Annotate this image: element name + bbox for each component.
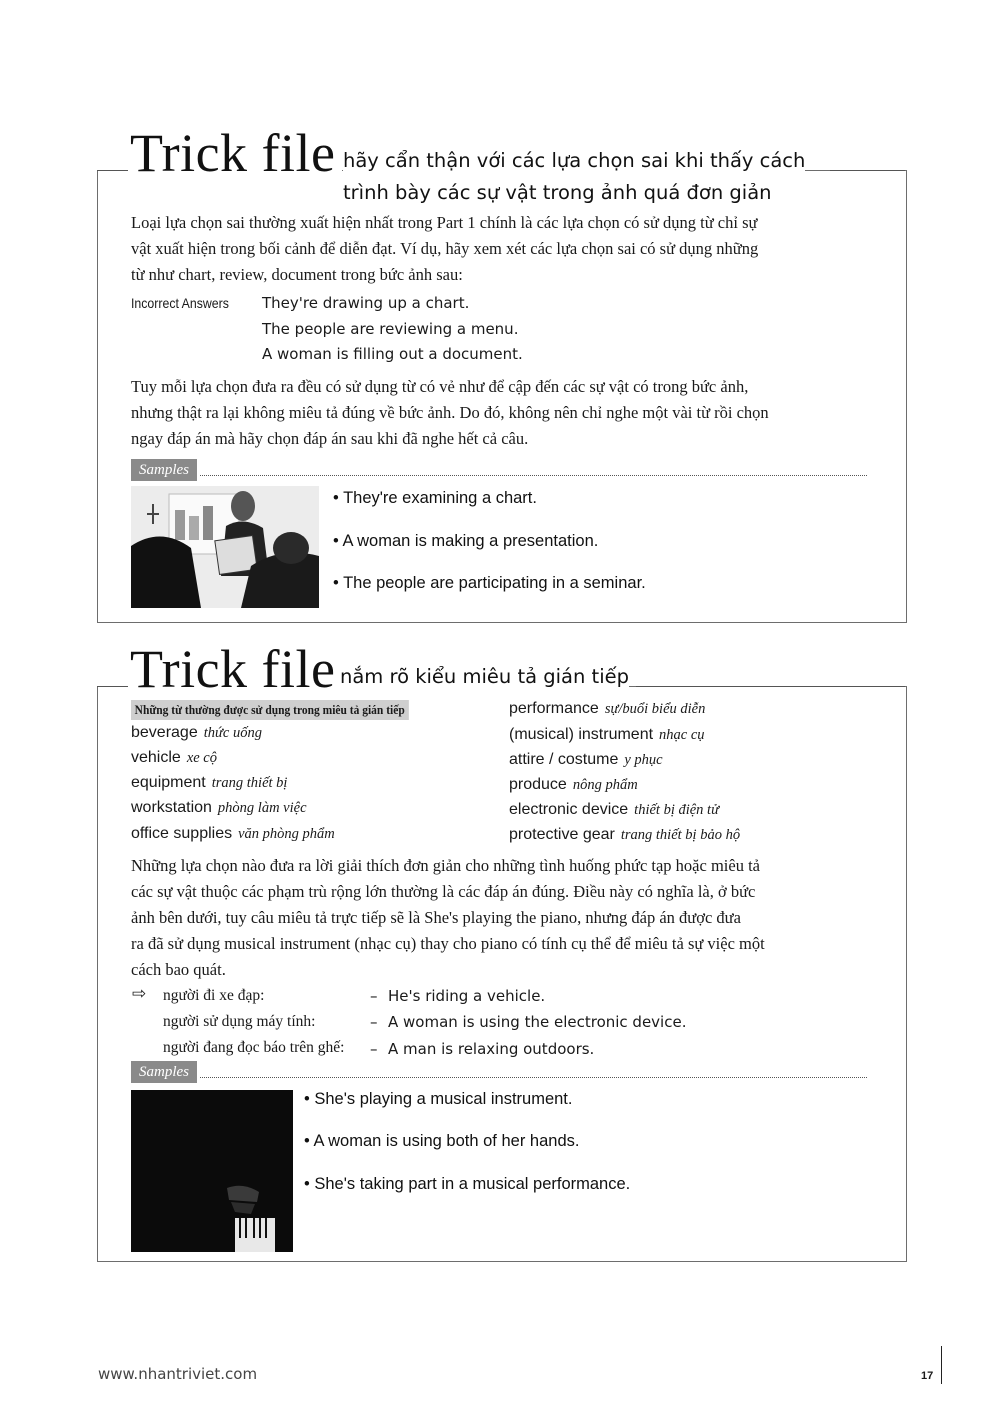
example-dash-1: – xyxy=(370,987,378,1005)
seminar-photo-image xyxy=(131,486,319,608)
incorrect-answer-3: A woman is filling out a document. xyxy=(262,345,523,363)
example-situation-3: người đang đọc báo trên ghế: xyxy=(163,1039,345,1056)
vocab-right-item xyxy=(509,749,663,771)
vocab-heading: Những từ thường được sử dụng trong miêu tả gián tiếp xyxy=(131,700,408,720)
vocab-meaning: trang thiết bị xyxy=(211,775,288,791)
sample1-answer-1: • They're examining a chart. xyxy=(333,489,537,507)
intro-line-1: Loại lựa chọn sai thường xuất hiện nhất trong Part 1 chính là các lựa chọn có sử dụng từ chỉ sự xyxy=(131,213,758,232)
vocab-word: vehicle xyxy=(131,749,181,766)
page-number-bar xyxy=(941,1346,942,1384)
samples-badge-1: Samples xyxy=(131,459,197,481)
explanation2-line-4: ra đã sử dụng musical instrument (nhạc cụ) thay cho piano có tính cụ thể để miêu tả sự việc một xyxy=(131,934,765,953)
example-dash-2: – xyxy=(370,1013,378,1031)
section1-subtitle-line2: trình bày các sự vật trong ảnh quá đơn giản xyxy=(343,178,772,208)
vocab-word: (musical) instrument xyxy=(509,726,654,743)
sample2-answer-3: • She's taking part in a musical performance. xyxy=(304,1175,631,1193)
section1-trick-title: Trick file xyxy=(128,126,342,180)
page-number: 17 xyxy=(921,1370,934,1382)
vocab-word: electronic device xyxy=(509,801,629,818)
example-answer-3: A man is relaxing outdoors. xyxy=(388,1040,595,1058)
example-situation-1: người đi xe đạp: xyxy=(163,987,265,1004)
vocab-right-item xyxy=(509,799,719,821)
vocab-meaning: phòng làm việc xyxy=(217,800,307,816)
vocab-meaning: nhạc cụ xyxy=(659,727,705,743)
section2-trick-title: Trick file xyxy=(128,642,342,696)
example-answer-2: A woman is using the electronic device. xyxy=(388,1013,687,1031)
incorrect-answer-2: The people are reviewing a menu. xyxy=(262,320,519,338)
vocab-word: beverage xyxy=(131,724,198,741)
intro-line-2: vật xuất hiện trong bối cảnh để diễn đạt. Ví dụ, hãy xem xét các lựa chọn sai có sử dụng những xyxy=(131,239,759,258)
vocab-word: equipment xyxy=(131,774,206,791)
samples-badge-2: Samples xyxy=(131,1061,197,1083)
vocab-left-item xyxy=(131,797,307,819)
incorrect-answers-label: Incorrect Answers xyxy=(131,295,229,311)
intro-line-3: từ như chart, review, document trong bức ảnh sau: xyxy=(131,265,463,284)
seminar-photo xyxy=(131,486,319,608)
sample1-answer-3: • The people are participating in a seminar. xyxy=(333,574,646,592)
vocab-left-item xyxy=(131,722,262,744)
explanation2-line-5: cách bao quát. xyxy=(131,960,226,979)
vocab-word: protective gear xyxy=(509,826,615,843)
vocab-word: produce xyxy=(509,776,567,793)
example-answer-1: He's riding a vehicle. xyxy=(388,987,546,1005)
vocab-meaning: xe cộ xyxy=(186,750,217,766)
example-dash-3: – xyxy=(370,1040,378,1058)
piano-photo-image xyxy=(131,1090,293,1252)
vocab-left-item xyxy=(131,823,335,845)
vocab-meaning: thiết bị điện tử xyxy=(634,802,719,818)
sample2-answer-2: • A woman is using both of her hands. xyxy=(304,1132,580,1150)
vocab-meaning: y phục xyxy=(624,752,663,768)
vocab-word: workstation xyxy=(131,799,212,816)
explanation2-line-1: Những lựa chọn nào đưa ra lời giải thích đơn giản cho những tình huống phức tạp hoặc miêu tả xyxy=(131,856,760,875)
explanation1-line-2: nhưng thật ra lại không miêu tả đúng về bức ảnh. Do đó, không nên chỉ nghe một vài từ rồi chọn xyxy=(131,403,769,422)
vocab-right-item xyxy=(509,774,638,796)
vocab-word: performance xyxy=(509,700,599,717)
section2-right-rule xyxy=(636,686,905,687)
vocab-word: office supplies xyxy=(131,825,233,842)
vocab-word: attire / costume xyxy=(509,751,619,768)
section1-subtitle-line1: hãy cẩn thận với các lựa chọn sai khi thấy cách xyxy=(343,146,805,176)
sample1-answer-2: • A woman is making a presentation. xyxy=(333,532,599,550)
incorrect-answer-1: They're drawing up a chart. xyxy=(262,294,470,312)
section2-subtitle: nắm rõ kiểu miêu tả gián tiếp xyxy=(340,662,629,692)
arrow-icon: ⇨ xyxy=(132,984,147,1004)
vocab-right-item xyxy=(509,824,740,846)
explanation1-line-3: ngay đáp án mà hãy chọn đáp án sau khi đã nghe hết cả câu. xyxy=(131,429,529,448)
vocab-right-item xyxy=(509,724,705,746)
explanation2-line-3: ảnh bên dưới, tuy câu miêu tả trực tiếp sẽ là She's playing the piano, nhưng đáp án được đưa xyxy=(131,908,741,927)
vocab-meaning: trang thiết bị bảo hộ xyxy=(620,827,741,843)
explanation1-line-1: Tuy mỗi lựa chọn đưa ra đều có sử dụng từ có vẻ như để cập đến các sự vật có trong bức ảnh, xyxy=(131,377,749,396)
footer-url: www.nhantriviet.com xyxy=(98,1365,258,1383)
samples-divider-2 xyxy=(200,1077,867,1078)
vocab-left-item xyxy=(131,772,287,794)
vocab-meaning: sự/buổi biểu diễn xyxy=(604,701,706,717)
vocab-meaning: văn phòng phẩm xyxy=(238,826,335,842)
vocab-left-item xyxy=(131,747,217,769)
samples-divider-1 xyxy=(200,475,867,476)
vocab-meaning: nông phẩm xyxy=(572,777,638,793)
section1-right-rule xyxy=(830,170,905,171)
example-situation-2: người sử dụng máy tính: xyxy=(163,1013,316,1030)
piano-photo xyxy=(131,1090,293,1252)
explanation2-line-2: các sự vật thuộc các phạm trù rộng lớn thường là các đáp án đúng. Điều này có nghĩa là, ở bức xyxy=(131,882,756,901)
vocab-right-item xyxy=(509,698,705,720)
vocab-meaning: thức uống xyxy=(203,725,262,741)
sample2-answer-1: • She's playing a musical instrument. xyxy=(304,1090,573,1108)
